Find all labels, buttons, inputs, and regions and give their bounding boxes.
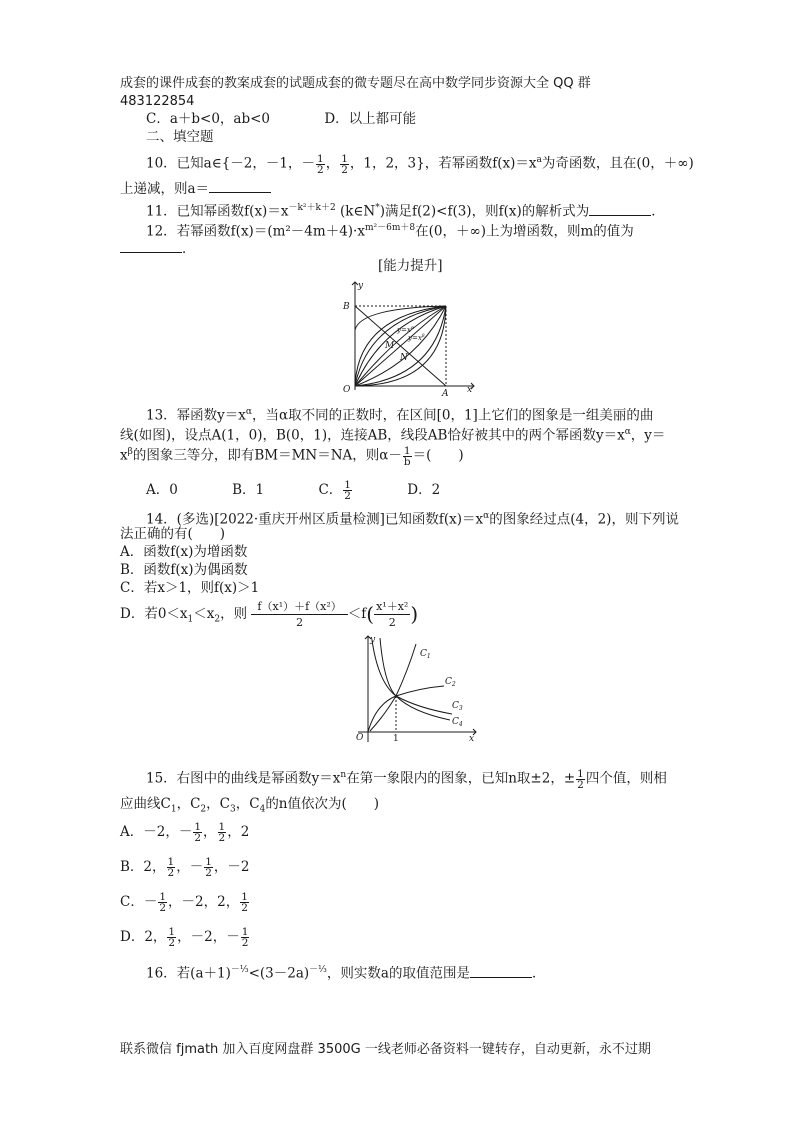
q14-line1: 14．(多选)[2022·重庆开州区质量检测]已知函数f(x)＝x xyxy=(146,511,484,528)
question-15-line-1 xyxy=(146,767,667,790)
fig1-label-y-beta: $y=x^\beta$ xyxy=(408,333,425,342)
q11-text-b: (k∈N xyxy=(339,203,376,220)
header-line-1: 成套的课件成套的教案成套的试题成套的微专题尽在高中数学同步资源大全 QQ 群 xyxy=(120,76,591,91)
q13-line3c: ＝( ) xyxy=(412,447,464,464)
fig1-label-o: O xyxy=(343,385,351,395)
fig1-label-m: M xyxy=(385,341,395,351)
question-10-line-2 xyxy=(120,180,271,198)
q14-d-fraction-2: $\frac{\text{x¹＋x²}}{2}$ xyxy=(376,600,409,629)
q13-line3: x xyxy=(120,447,128,464)
q15-option-d[interactable]: D．2， $\frac{1}{2}$ ，－2，－ $\frac{1}{2}$ xyxy=(120,926,249,949)
fig2-label-x: x xyxy=(469,734,475,744)
fig1-label-a: A xyxy=(442,389,449,398)
q15-frac: $\frac{1}{2}$ xyxy=(577,767,584,791)
q12-text-b: 在(0，＋∞)上为增函数，则m的值为 xyxy=(415,223,634,240)
question-14-line-2: 法正确的有( ) xyxy=(120,526,226,542)
fig2-curve-c2 xyxy=(368,686,444,732)
q13-line2: 线(如图)，设点A(1，0)，B(0，1)，连接AB，线段AB恰好被其中的两个幂函数y＝x xyxy=(120,427,625,444)
q10-text-c: ，1，2，3}，若幂函数f(x)＝x xyxy=(349,155,537,172)
q14-sup: α xyxy=(483,511,490,521)
q10-sup: a xyxy=(536,155,542,165)
fig1-label-y-alpha: $y=x^\alpha$ xyxy=(397,325,415,334)
figure-power-functions-unit-square xyxy=(340,280,480,398)
q12-end: ． xyxy=(182,241,196,257)
fig2-label-c4: $C_4$ xyxy=(452,717,463,728)
q13-frac: $\frac{1}{b}$ xyxy=(403,444,411,468)
q15-sup: n xyxy=(340,770,347,780)
q13-line3b: 的图象三等分，即有BM＝MN＝NA，则α－ xyxy=(132,447,402,464)
q13-line2b: ，y＝ xyxy=(630,427,666,444)
q11-text-c: )满足f(2)<f(3)，则f(x)的解析式为 xyxy=(379,203,590,220)
fig1-label-y: y xyxy=(358,281,364,291)
q15-option-a[interactable]: A．－2，－ $\frac{1}{2}$ ， $\frac{1}{2}$ ，2 xyxy=(120,821,250,844)
question-13-line-2 xyxy=(120,424,665,445)
fig2-label-1: 1 xyxy=(393,734,399,744)
q14-line1b: 的图象经过点(4，2)，则下列说 xyxy=(489,511,679,528)
q10-frac-2: $\frac{1}{2}$ xyxy=(341,152,348,176)
q13-sup2: α xyxy=(624,427,631,437)
q12-sup: m²－6m＋8 xyxy=(364,223,416,233)
question-11 xyxy=(146,200,665,221)
footer-text: 联系微信 fjmath 加入百度网盘群 3500G 一线老师必备资料一键转存，自动更新，永不过期 xyxy=(120,1042,651,1057)
q9-option-d: D．以上都可能 xyxy=(324,111,417,127)
q11-answer-blank[interactable] xyxy=(589,203,651,216)
fig2-label-c3: $C_3$ xyxy=(452,701,463,712)
q13-options xyxy=(146,480,440,501)
q11-sup2: * xyxy=(375,203,380,213)
question-12 xyxy=(146,220,634,241)
q13-line1b: ，当α取不同的正数时，在区间[0，1]上它们的图象是一组美丽的曲 xyxy=(252,407,654,424)
fig2-label-o: O xyxy=(356,733,364,743)
q14-option-c[interactable]: C．若x＞1，则f(x)＞1 xyxy=(120,580,260,596)
q15-line1c: 四个值，则相 xyxy=(585,770,667,787)
q13-option-c[interactable]: C． $\frac{1}{2}$ xyxy=(318,479,351,502)
fig2-label-c2: $C_2$ xyxy=(445,677,456,688)
q10-frac-1: $\frac{1}{2}$ xyxy=(317,152,324,176)
fig2-label-c1: $C_1$ xyxy=(420,649,431,660)
figure-power-function-curves xyxy=(348,632,478,744)
q11-sup: －k²＋k＋2 xyxy=(288,203,336,213)
q15-option-c[interactable]: C．－ $\frac{1}{2}$ ，－2，2， $\frac{1}{2}$ xyxy=(120,891,248,914)
q13-option-d[interactable]: D．2 xyxy=(407,482,441,498)
q13-option-b[interactable]: B．1 xyxy=(232,482,265,498)
fig2-curve-c1 xyxy=(370,644,416,731)
q15-line1: 15．右图中的曲线是幂函数y＝x xyxy=(146,770,341,787)
q14-option-b[interactable]: B．函数f(x)为偶函数 xyxy=(120,562,248,578)
question-14-line-1 xyxy=(146,508,679,529)
question-16: 16．若$(a+1)^{-\frac{1}{3}}<(3-2a)^{-\frac{1}{3}}$，则实数a的取值范围是 ． xyxy=(146,965,546,982)
q12-answer-blank[interactable] xyxy=(120,240,182,253)
question-13-line-3 xyxy=(120,444,464,467)
question-10 xyxy=(146,152,694,175)
q10-answer-blank[interactable] xyxy=(209,180,271,193)
question-12-line-2 xyxy=(120,240,196,258)
q10-text-a: 10．已知a∈{－2，－1，－ xyxy=(146,155,315,172)
q15-line1b: 在第一象限内的图象，已知n取±2，± xyxy=(346,770,576,787)
q9-options xyxy=(146,111,416,128)
fig2-label-y: y xyxy=(370,635,376,645)
q10-text-d: 为奇函数，且在(0，＋∞) xyxy=(541,155,694,172)
q12-text-a: 12．若幂函数f(x)＝(m²－4m＋4)·x xyxy=(146,223,365,240)
q10-text-b: ， xyxy=(325,155,340,172)
fig1-label-b: B xyxy=(343,302,350,312)
q14-d-fraction: $\frac{\text{f（x¹）＋f（x²）}}{2}$ xyxy=(251,599,347,630)
q13-option-a[interactable]: A．0 xyxy=(146,482,178,498)
q16-answer-blank[interactable] xyxy=(470,965,532,978)
header-line-2: 483122854 xyxy=(120,94,195,109)
q15-option-b[interactable]: B．2， $\frac{1}{2}$ ，－ $\frac{1}{2}$ ，－2 xyxy=(120,856,250,879)
q13-sup3: β xyxy=(127,447,133,457)
fig2-curve-c4 xyxy=(380,638,450,720)
q13-line1: 13．幂函数y＝x xyxy=(146,407,246,424)
fig1-label-x: x xyxy=(467,385,473,395)
q9-option-c: C．a＋b<0，ab<0 xyxy=(146,111,271,127)
section-fill-blank: 二、填空题 xyxy=(146,129,214,145)
question-15-line-2: 应曲线$C_1$，$C_2$，$C_3$，$C_4$的n值依次为( ) xyxy=(120,796,380,815)
question-13-line-1 xyxy=(146,404,653,425)
q14-option-d[interactable]: D．若$0<x_1<x_2$，则 $\frac{\text{f（x¹）＋f（x²）}}{2}$ ＜f( $\frac{\text{x¹＋x²}}{2}$ ) xyxy=(120,600,419,629)
q11-text-a: 11．已知幂函数f(x)＝x xyxy=(146,203,289,220)
section-ability: [能力提升] xyxy=(378,258,443,274)
q13-sup: α xyxy=(245,407,252,417)
q11-end: ． xyxy=(651,203,665,220)
q10-line2: 上递减，则a＝ xyxy=(120,181,210,197)
fig1-label-n: N xyxy=(400,353,408,363)
q14-option-a[interactable]: A．函数f(x)为增函数 xyxy=(120,544,248,560)
